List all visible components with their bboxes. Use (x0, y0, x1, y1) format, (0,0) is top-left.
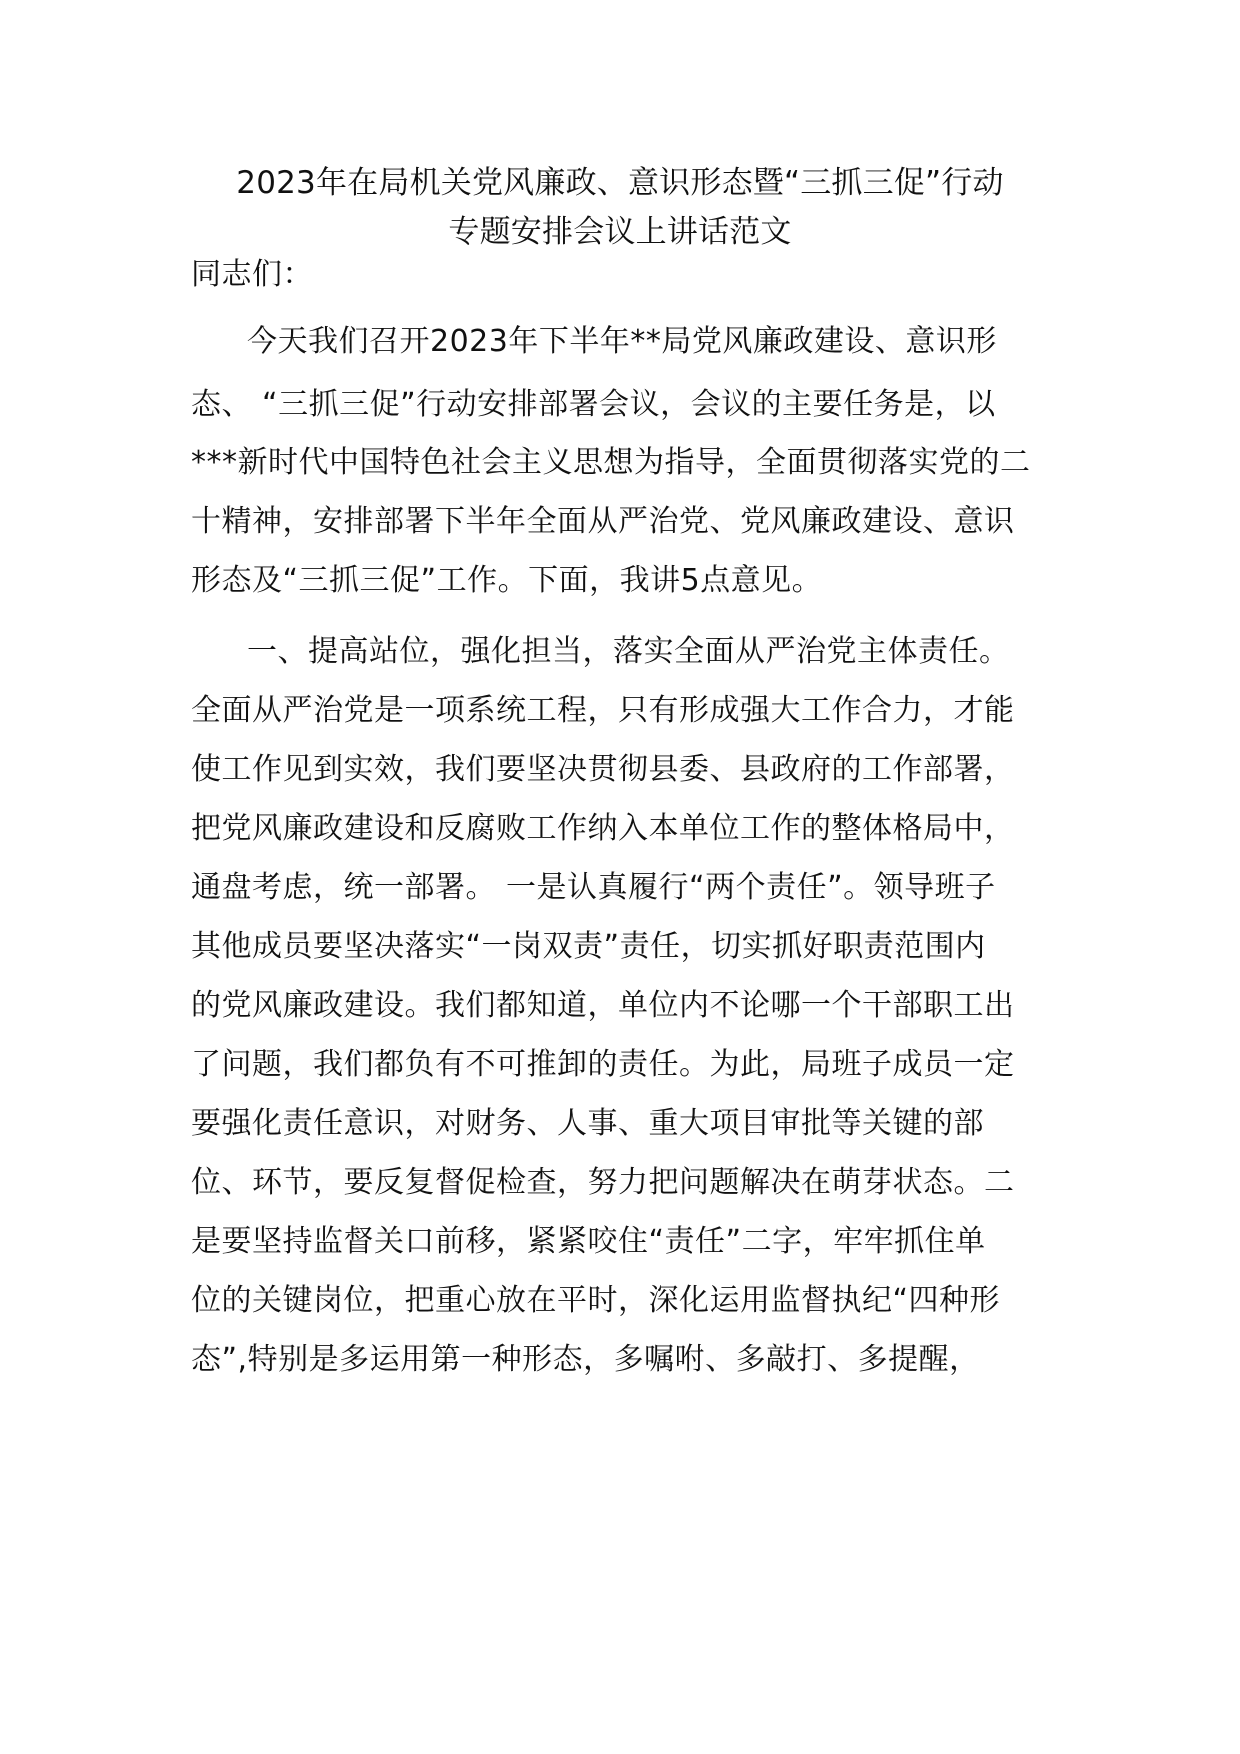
paragraph-2-line-13: 态”,特别是多运用第一种形态，多嘱咐、多敲打、多提醒， (191, 1342, 980, 1377)
salutation: 同志们： (191, 257, 313, 292)
paragraph-2-line-7: 的党风廉政建设。我们都知道，单位内不论哪一个干部职工出 (191, 988, 1015, 1023)
paragraph-2-line-12: 位的关键岗位，把重心放在平时，深化运用监督执纪“四种形 (191, 1283, 1001, 1318)
document-title-line-1: 2023年在局机关党风廉政、意识形态暨“三抓三促”行动 (236, 165, 1004, 201)
paragraph-2-line-6: 其他成员要坚决落实“一岗双责”责任，切实抓好职责范围内 (191, 929, 986, 964)
paragraph-2-line-4: 把党风廉政建设和反腐败工作纳入本单位工作的整体格局中， (191, 811, 1015, 846)
paragraph-1-line-5: 形态及“三抓三促”工作。下面，我讲5点意见。 (191, 563, 823, 598)
document-title-line-2: 专题安排会议上讲话范文 (448, 214, 792, 250)
paragraph-2-line-1: 一、提高站位，强化担当，落实全面从严治党主体责任。 (247, 634, 1010, 669)
paragraph-1-line-2: 态、 “三抓三促”行动安排部署会议，会议的主要任务是，以 (191, 387, 996, 422)
paragraph-2-line-9: 要强化责任意识，对财务、人事、重大项目审批等关键的部 (191, 1106, 984, 1141)
paragraph-2-line-2: 全面从严治党是一项系统工程，只有形成强大工作合力，才能 (191, 693, 1015, 728)
paragraph-2-line-5: 通盘考虑，统一部署。 一是认真履行“两个责任”。领导班子 (191, 870, 996, 905)
paragraph-2-line-11: 是要坚持监督关口前移，紧紧咬住“责任”二字，牢牢抓住单 (191, 1224, 986, 1259)
paragraph-2-line-8: 了问题，我们都负有不可推卸的责任。为此，局班子成员一定 (191, 1047, 1015, 1082)
paragraph-2-line-3: 使工作见到实效，我们要坚决贯彻县委、县政府的工作部署， (191, 752, 1015, 787)
paragraph-1-line-1: 今天我们召开2023年下半年**局党风廉政建设、意识形 (247, 324, 997, 359)
paragraph-1-line-3: ***新时代中国特色社会主义思想为指导，全面贯彻落实党的二 (191, 445, 1031, 480)
paragraph-2-line-10: 位、环节，要反复督促检查，努力把问题解决在萌芽状态。二 (191, 1165, 1015, 1200)
paragraph-1-line-4: 十精神，安排部署下半年全面从严治党、党风廉政建设、意识 (191, 504, 1015, 539)
